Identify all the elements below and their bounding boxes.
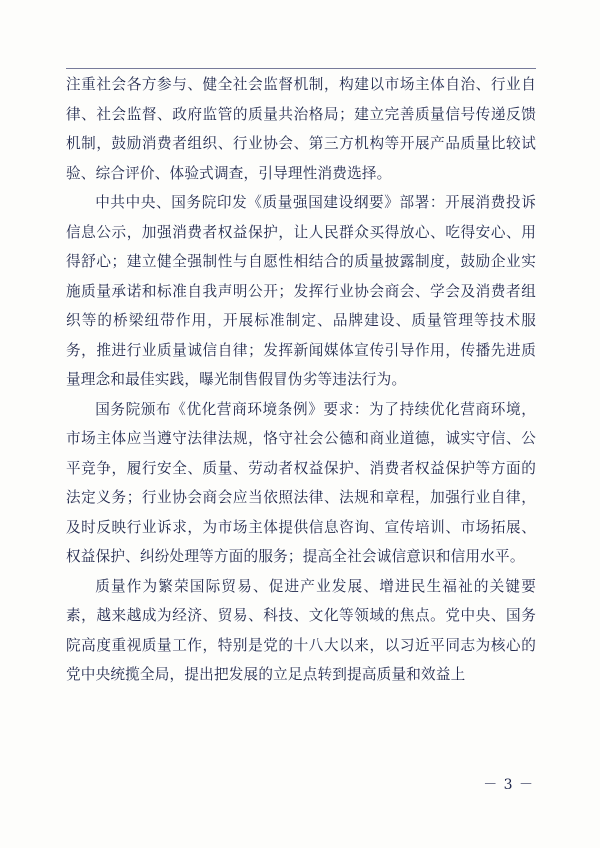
- page-body: [66, 70, 536, 690]
- page-number: － 3 －: [483, 777, 534, 793]
- paragraph-3: 国务院颁布《优化营商环境条例》要求：为了持续优化营商环境，市场主体应当遵守法律法规，恪守社会公德和商业道德，诚实守信、公平竞争，履行安全、质量、劳动者权益保护、消费者权益保护等方面的法定义务；行业协会商会应当依照法律、法规和章程，加强行业自律，及时反映行业诉求，为市场主体提供信息咨询、宣传培训、市场拓展、权益保护、纠纷处理等方面的服务；提高全社会诚信意识和信用水平。: [66, 400, 536, 565]
- paragraph-2: 中共中央、国务院印发《质量强国建设纲要》部署：开展消费投诉信息公示，加强消费者权益保护，让人民群众买得放心、吃得安心、用得舒心；建立健全强制性与自愿性相结合的质量披露制度，鼓励企业实施质量承诺和标准自我声明公开；发挥行业协会商会、学会及消费者组织等的桥梁纽带作用，开展标准制定、品牌建设、质量管理等技术服务，推进行业质量诚信自律；发挥新闻媒体宣传引导作用，传播先进质量理念和最佳实践，曝光制售假冒伪劣等违法行为。: [66, 194, 536, 388]
- page-top-rule: [66, 68, 536, 69]
- paragraph-4: 质量作为繁荣国际贸易、促进产业发展、增进民生福祉的关键要素，越来越成为经济、贸易、科技、文化等领域的焦点。党中央、国务院高度重视质量工作，特别是党的十八大以来，以习近平同志为核心的党中央统揽全局，提出把发展的立足点转到提高质量和效益上: [66, 577, 536, 683]
- paragraph-1: 注重社会各方参与、健全社会监督机制，构建以市场主体自治、行业自律、社会监督、政府监管的质量共治格局；建立完善质量信号传递反馈机制，鼓励消费者组织、行业协会、第三方机构等开展产品质量比较试验、综合评价、体验式调查，引导理性消费选择。: [66, 76, 536, 182]
